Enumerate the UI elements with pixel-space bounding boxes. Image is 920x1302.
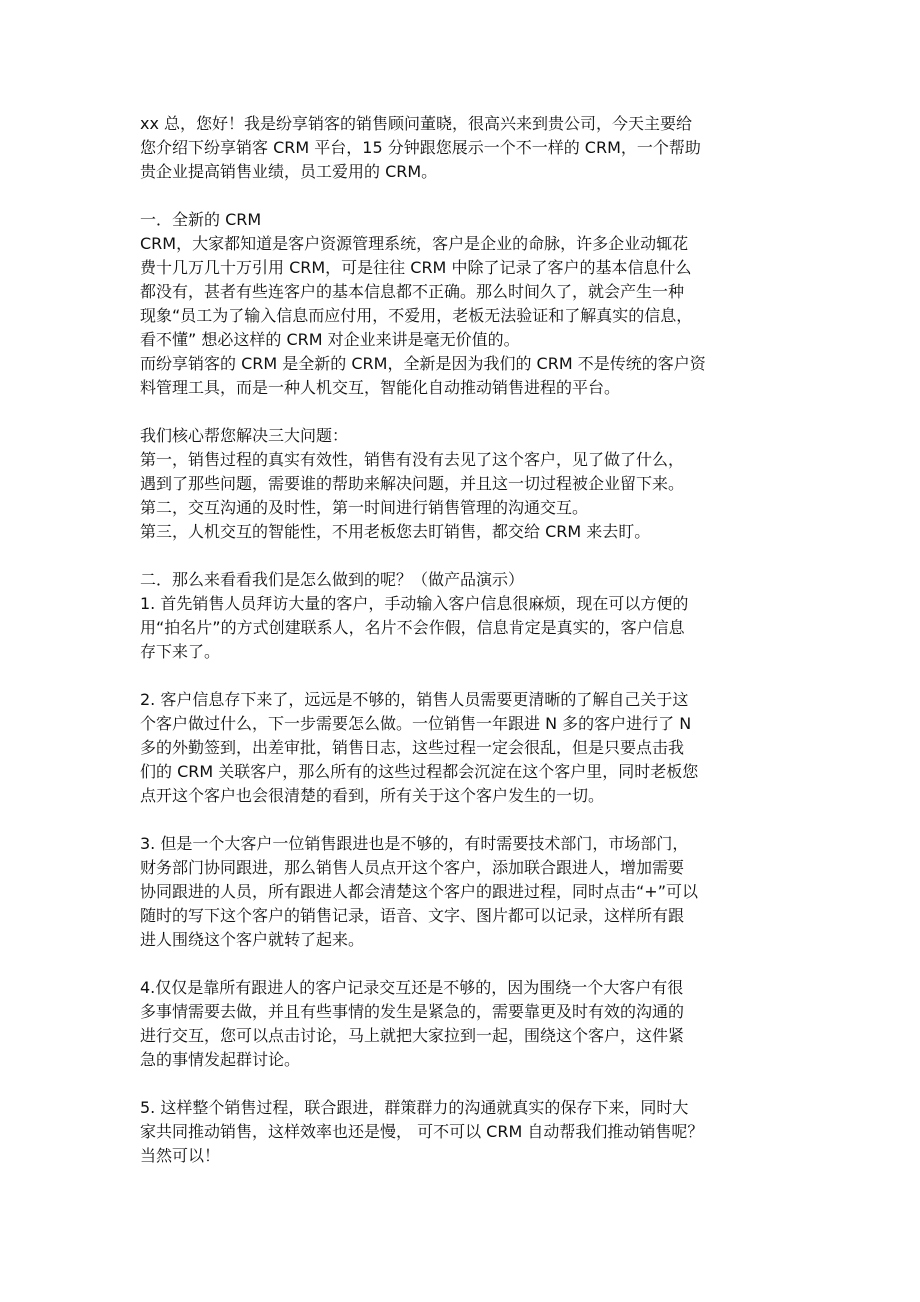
body-line: 当然可以！	[140, 1146, 221, 1165]
body-line: 多的外勤签到，出差审批，销售日志，这些过程一定会很乱，但是只要点击我	[140, 738, 685, 757]
body-line: 急的事情发起群讨论。	[140, 1050, 301, 1069]
step-4-paragraph	[140, 976, 790, 1072]
body-line: 第三，人机交互的智能性，不用老板您去盯销售，都交给 CRM 来去盯。	[140, 522, 651, 541]
body-line: 料管理工具，而是一种人机交互，智能化自动推动销售进程的平台。	[140, 378, 621, 397]
body-line: 存下来了。	[140, 642, 221, 661]
body-line: 1. 首先销售人员拜访大量的客户，手动输入客户信息很麻烦，现在可以方便的	[140, 594, 689, 613]
step-3-paragraph	[140, 832, 790, 952]
step-2-paragraph	[140, 688, 790, 808]
problems-paragraph	[140, 424, 790, 544]
body-line: CRM，大家都知道是客户资源管理系统，客户是企业的命脉，许多企业动辄花	[140, 234, 689, 253]
body-line: 第一，销售过程的真实有效性，销售有没有去见了这个客户，见了做了什么，	[140, 450, 685, 469]
body-line: 们的 CRM 关联客户，那么所有的这些过程都会沉淀在这个客户里，同时老板您	[140, 762, 699, 781]
body-line: 进人围绕这个客户就转了起来。	[140, 930, 365, 949]
body-line: 2. 客户信息存下来了，远远是不够的，销售人员需要更清晰的了解自己关于这	[140, 690, 689, 709]
body-line: 第二，交互沟通的及时性，第一时间进行销售管理的沟通交互。	[140, 498, 589, 517]
section-heading: 二．那么来看看我们是怎么做到的呢？（做产品演示）	[140, 570, 525, 589]
body-line: 看不懂” 想必这样的 CRM 对企业来讲是毫无价值的。	[140, 330, 520, 349]
body-line: 现象“员工为了输入信息而应付用，不爱用，老板无法验证和了解真实的信息，	[140, 306, 693, 325]
intro-line: xx 总，您好！我是纷享销客的销售顾问董晓，很高兴来到贵公司，今天主要给	[140, 114, 693, 133]
section-heading: 一．全新的 CRM	[140, 210, 262, 229]
body-line: 遇到了那些问题，需要谁的帮助来解决问题，并且这一切过程被企业留下来。	[140, 474, 685, 493]
body-line: 个客户做过什么，下一步需要怎么做。一位销售一年跟进 N 多的客户进行了 N	[140, 714, 692, 733]
body-line: 进行交互，您可以点击讨论，马上就把大家拉到一起，围绕这个客户，这件紧	[140, 1026, 685, 1045]
body-line: 我们核心帮您解决三大问题：	[140, 426, 349, 445]
body-line: 而纷享销客的 CRM 是全新的 CRM，全新是因为我们的 CRM 不是传统的客户资	[140, 354, 706, 373]
body-line: 财务部门协同跟进，那么销售人员点开这个客户，添加联合跟进人，增加需要	[140, 858, 685, 877]
body-line: 多事情需要去做，并且有些事情的发生是紧急的，需要靠更及时有效的沟通的	[140, 1002, 685, 1021]
body-line: 都没有，甚者有些连客户的基本信息都不正确。那么时间久了，就会产生一种	[140, 282, 685, 301]
section-new-crm	[140, 208, 790, 400]
intro-line: 您介绍下纷享销客 CRM 平台，15 分钟跟您展示一个不一样的 CRM，一个帮助	[140, 138, 701, 157]
document-page	[140, 112, 790, 1192]
body-line: 费十几万几十万引用 CRM，可是往往 CRM 中除了记录了客户的基本信息什么	[140, 258, 692, 277]
section-demo-step1	[140, 568, 790, 664]
step-5-paragraph	[140, 1096, 790, 1168]
intro-line: 贵企业提高销售业绩，员工爱用的 CRM。	[140, 162, 438, 181]
body-line: 5. 这样整个销售过程，联合跟进，群策群力的沟通就真实的保存下来，同时大	[140, 1098, 689, 1117]
body-line: 随时的写下这个客户的销售记录，语音、文字、图片都可以记录，这样所有跟	[140, 906, 685, 925]
body-line: 3. 但是一个大客户一位销售跟进也是不够的，有时需要技术部门，市场部门，	[140, 834, 689, 853]
body-line: 点开这个客户也会很清楚的看到，所有关于这个客户发生的一切。	[140, 786, 605, 805]
body-line: 4.仅仅是靠所有跟进人的客户记录交互还是不够的，因为围绕一个大客户有很	[140, 978, 684, 997]
intro-paragraph	[140, 112, 790, 184]
body-line: 用“拍名片”的方式创建联系人，名片不会作假，信息肯定是真实的，客户信息	[140, 618, 685, 637]
body-line: 协同跟进的人员，所有跟进人都会清楚这个客户的跟进过程，同时点击“+”可以	[140, 882, 698, 901]
body-line: 家共同推动销售，这样效率也还是慢， 可不可以 CRM 自动帮我们推动销售呢？	[140, 1122, 704, 1141]
